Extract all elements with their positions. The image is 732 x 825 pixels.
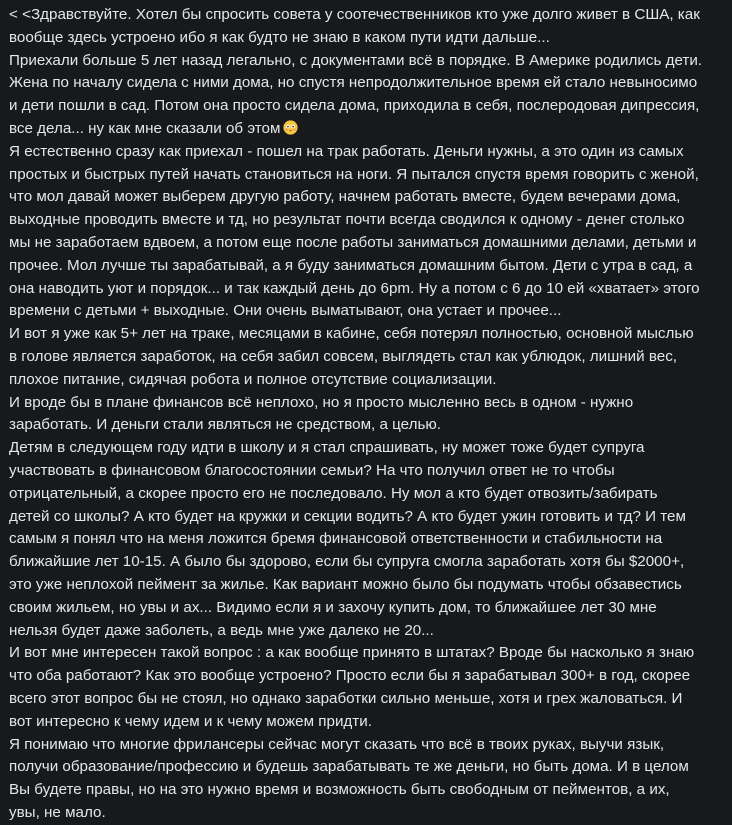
post-text-line: простых и быстрых путей начать становиться на ноги. Я пытался спустя время говорить с женой,	[9, 165, 699, 183]
post-text-line: вообще здесь устроено ибо я как будто не знаю в каком пути идти дальше...	[9, 28, 550, 46]
post-text-line: заработать. И деньги стали являться не средством, а целью.	[9, 416, 441, 434]
post-text-line: времени с детьми + выходные. Они очень выматывают, она устает и прочее...	[9, 302, 562, 320]
post-text-line: отрицательный, а скорее просто его не последовало. Ну мол а кто будет отвозить/забирать	[9, 484, 658, 502]
post-text-line: что мол давай может выберем другую работу, начнем работать вместе, будем вечерами дома,	[9, 188, 681, 206]
post-text-line: она наводить уют и порядок... и так каждый день до 6pm. Ну а потом с 6 до 10 ей «хватает» этого	[9, 279, 700, 297]
post-text-line: нельзя будет даже заболеть, а ведь мне уже далеко не 20...	[9, 621, 434, 639]
post-text-line: участвовать в финансовом благосостоянии семьи? На что получил ответ не то чтобы	[9, 461, 615, 479]
post-text-line-with-emoji	[9, 118, 716, 141]
post-text-line: И вроде бы в плане финансов всё неплохо, но я просто мысленно весь в одном - нужно	[9, 393, 634, 411]
post-text-line: Вы будете правы, но на это нужно время и возможность быть свободным от пейментов, а их,	[9, 781, 670, 799]
post-text-line: < <Здравствуйте. Хотел бы спросить совета у соотечественников кто уже долго живет в США, как	[9, 6, 700, 23]
flushed-face-emoji-icon	[283, 120, 298, 135]
post-text-line: в голове является заработок, на себя забил совсем, выглядеть стал как ублюдок, лишний вес,	[9, 347, 678, 365]
post-text-line: Я естественно сразу как приехал - пошел на трак работать. Деньги нужны, а это один из самых	[9, 142, 684, 160]
post-text-line: выходные проводить вместе и тд, но результат почти всегда сводился к одному - денег столько	[9, 211, 685, 229]
post-text-line: Я понимаю что многие фрилансеры сейчас могут сказать что всё в твоих руках, выучи язык,	[9, 735, 665, 753]
post-text-line: увы, не мало.	[9, 803, 106, 821]
post-text-line: Детям в следующем году идти в школу и я стал спрашивать, ну может тоже будет супруга	[9, 439, 645, 457]
post-text-line: что оба работают? Как это вообще устроено? Просто если бы я зарабатывал 300+ в год, скорее	[9, 667, 691, 685]
post-text-line: И вот я уже как 5+ лет на траке, месяцами в кабине, себя потерял полностью, основной мыслью	[9, 325, 694, 343]
post-text-line: это уже неплохой пеймент за жилье. Как вариант можно было бы подумать чтобы обзавестись	[9, 575, 682, 593]
post-text-line: плохое питание, сидячая робота и полное отсутствие социализации.	[9, 370, 497, 388]
post-text-line: И вот мне интересен такой вопрос : а как вообще принято в штатах? Вроде бы насколько я знаю	[9, 644, 695, 662]
post-text-line: ближайшие лет 10-15. А было бы здорово, если бы супруга смогла заработать хотя бы $2000+,	[9, 553, 685, 571]
post-text-line: своим жильем, но увы и ах... Видимо если я и захочу купить дом, то ближайшее лет 30 мне	[9, 598, 657, 616]
post-text-line: Приехали больше 5 лет назад легально, с документами всё в порядке. В Америке родились дети.	[9, 51, 703, 69]
post-text-line: всего этот вопрос бы не стоял, но однако заработки сильно меньше, хотя и грех жаловаться. И	[9, 689, 683, 707]
post-text-line: прочее. Мол лучше ты зарабатывай, а я буду заниматься домашним бытом. Дети с утра в сад, а	[9, 256, 693, 274]
post-text-line: получи образование/профессию и будешь зарабатывать те же деньги, но быть дома. И в целом	[9, 758, 689, 776]
post-text-segment: все дела... ну как мне сказали об этом	[9, 119, 281, 137]
post-text-line: мы не заработаем вдвоем, а потом еще после работы заниматься домашними делами, детьми и	[9, 233, 697, 251]
post-text-line: самым я понял что на меня ложится бремя финансовой ответственности и стабильности на	[9, 530, 663, 548]
post-text-line: вот интересно к чему идем и к чему можем придти.	[9, 712, 372, 730]
post-text-line: детей со школы? А кто будет на кружки и секции водить? А кто будет ужин готовить и тд? И тем	[9, 507, 686, 525]
post-text-line: и дети пошли в сад. Потом она просто сидела дома, приходила в себя, послеродовая дипрессия,	[9, 97, 700, 115]
post-text	[9, 4, 716, 825]
post-text-line: Жена по началу сидела с ними дома, но спустя непродолжительное время ей стало невыносимо	[9, 74, 698, 92]
